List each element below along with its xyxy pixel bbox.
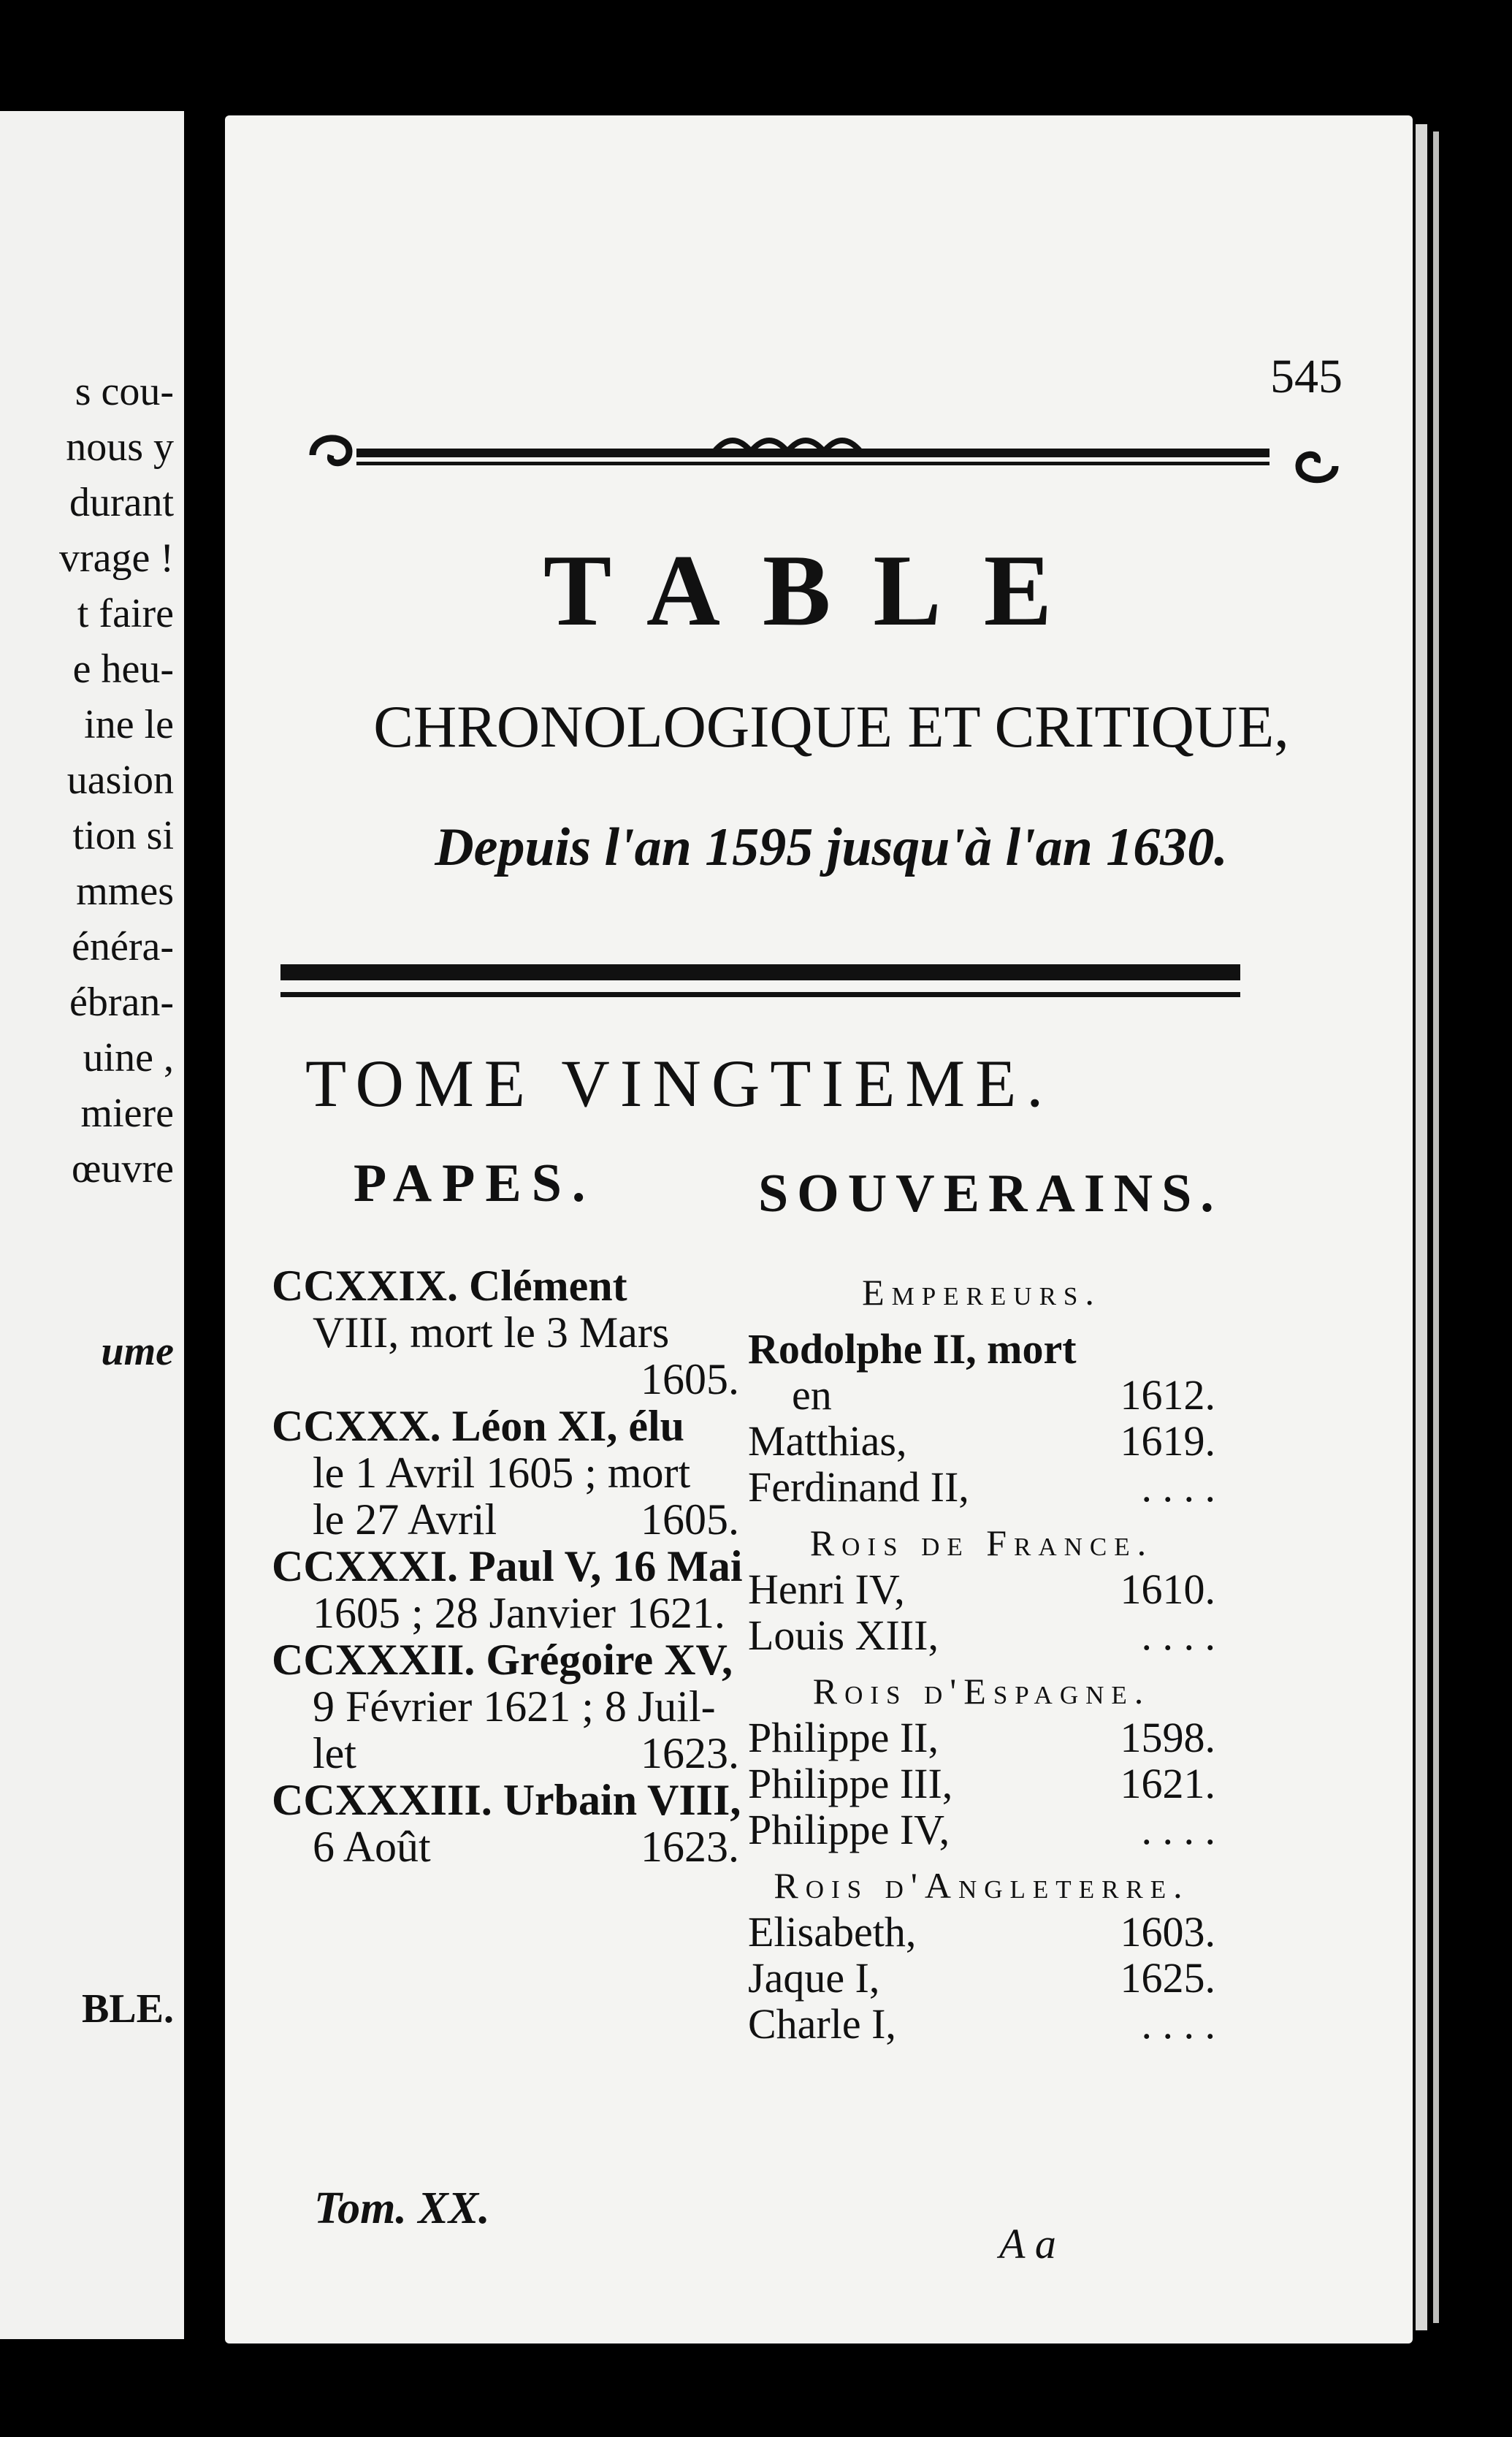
- sovereigns-list: [748, 1270, 1215, 2047]
- popes-list: [272, 1262, 743, 1871]
- sovereigns-heading: SOUVERAINS.: [758, 1164, 1223, 1224]
- left-page-fragment: uine ,: [83, 1035, 174, 1080]
- page-edge: [1416, 124, 1427, 2330]
- pope-entry-l2: le 1 Avril 1605 ; mort: [313, 1449, 691, 1497]
- left-page-fragment: ume: [101, 1329, 174, 1374]
- volume-heading: TOME VINGTIEME.: [305, 1046, 1054, 1121]
- pope-entry-l3: 1605.: [641, 1355, 739, 1403]
- sovereign-name: Philippe III,: [748, 1760, 953, 1807]
- pope-entry-year: 1623.: [641, 1729, 739, 1777]
- sovereign-name: Philippe IV,: [748, 1806, 950, 1853]
- page-number: 545: [1270, 350, 1343, 403]
- left-page-fragment: mmes: [76, 869, 174, 914]
- left-page-fragment: nous y: [66, 424, 174, 470]
- sovereign-name: Elisabeth,: [748, 1908, 917, 1956]
- left-page-fragment: miere: [80, 1091, 174, 1136]
- sovereign-name: Matthias,: [748, 1417, 907, 1465]
- pope-entry-l3: le 27 Avril: [313, 1495, 497, 1544]
- pope-entry-year: 1623.: [641, 1823, 739, 1871]
- section-heading: Rois de France.: [809, 1522, 1154, 1563]
- sovereign-name: Louis XIII,: [748, 1612, 939, 1659]
- section-heading: Rois d'Espagne.: [812, 1671, 1151, 1712]
- page-edge: [1433, 131, 1439, 2323]
- thick-rule: [280, 964, 1240, 980]
- sovereign-name: Rodolphe II, mort: [748, 1325, 1077, 1373]
- popes-heading: PAPES.: [354, 1153, 596, 1213]
- left-page-fragment: BLE.: [81, 1986, 174, 2032]
- left-facing-page: [0, 111, 184, 2339]
- sovereign-year: 1619.: [1120, 1417, 1215, 1465]
- left-page-fragment: ébran-: [69, 980, 174, 1025]
- section-heading: Rois d'Angleterre.: [774, 1865, 1190, 1906]
- page-subtitle: CHRONOLOGIQUE ET CRITIQUE,: [373, 693, 1289, 760]
- left-page-fragment: ine le: [84, 702, 174, 747]
- left-page-fragment: durant: [69, 480, 174, 525]
- sovereign-year: 1612.: [1120, 1371, 1215, 1419]
- left-page-fragment: t faire: [77, 591, 174, 636]
- pope-entry-l1: CCXXXIII. Urbain VIII,: [272, 1776, 741, 1824]
- sovereign-name: Jaque I,: [748, 1954, 880, 2002]
- sovereign-name: en: [792, 1371, 832, 1419]
- pope-entry-year: 1605.: [641, 1495, 739, 1544]
- sovereign-year: 1610.: [1120, 1565, 1215, 1613]
- left-page-fragment: tion si: [72, 813, 174, 858]
- sovereign-year: . . . .: [1141, 1806, 1215, 1853]
- pope-entry-l2: 6 Août: [313, 1823, 431, 1871]
- sovereign-name: Henri IV,: [748, 1565, 905, 1613]
- section-heading: Empereurs.: [862, 1272, 1101, 1313]
- period-line: Depuis l'an 1595 jusqu'à l'an 1630.: [435, 817, 1228, 877]
- left-page-fragment: e heu-: [72, 647, 174, 692]
- sovereign-year: 1598.: [1120, 1714, 1215, 1761]
- footer-volume: Tom. XX.: [314, 2184, 490, 2233]
- thin-rule: [280, 992, 1240, 997]
- pope-entry-l1: CCXXXII. Grégoire XV,: [272, 1636, 733, 1684]
- page-title: TABLE: [543, 534, 1095, 647]
- pope-entry-l2: VIII, mort le 3 Mars: [313, 1308, 670, 1357]
- pope-entry-l2: 9 Février 1621 ; 8 Juil-: [313, 1682, 716, 1731]
- footer-signature: A a: [999, 2220, 1056, 2268]
- left-page-fragment: vrage !: [58, 535, 174, 581]
- sovereign-name: Philippe II,: [748, 1714, 939, 1761]
- sovereign-year: . . . .: [1141, 1612, 1215, 1659]
- left-page-fragment: œuvre: [72, 1146, 174, 1191]
- pope-entry-l1: CCXXX. Léon XI, élu: [272, 1402, 685, 1450]
- sovereign-year: 1603.: [1120, 1908, 1215, 1956]
- left-page-fragment: s cou-: [75, 369, 174, 414]
- left-page-fragment: uasion: [66, 758, 174, 803]
- sovereign-name: Charle I,: [748, 2000, 896, 2048]
- sovereign-name: Ferdinand II,: [748, 1463, 969, 1511]
- pope-entry-l1: CCXXXI. Paul V, 16 Mai: [272, 1542, 743, 1590]
- pope-entry-l3: let: [313, 1729, 356, 1777]
- ornament-rule-icon: [305, 422, 1343, 488]
- sovereign-year: 1621.: [1120, 1760, 1215, 1807]
- pope-entry-l1: CCXXIX. Clément: [272, 1262, 627, 1310]
- sovereign-year: . . . .: [1141, 2000, 1215, 2048]
- main-page: [225, 115, 1413, 2343]
- left-page-fragment: énéra-: [72, 924, 174, 969]
- pope-entry-l2: 1605 ; 28 Janvier 1621.: [313, 1589, 725, 1637]
- sovereign-year: . . . .: [1141, 1463, 1215, 1511]
- sovereign-year: 1625.: [1120, 1954, 1215, 2002]
